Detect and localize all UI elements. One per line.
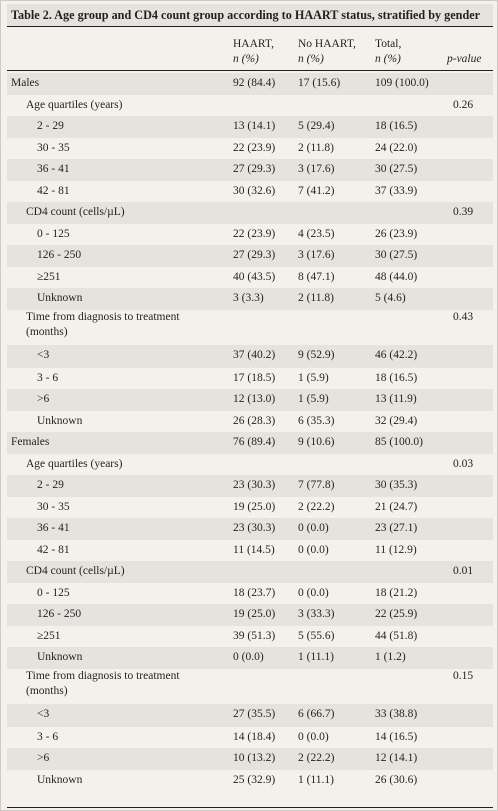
row-label: 3 - 6 xyxy=(37,371,59,384)
header-haart xyxy=(233,37,274,67)
cell-total: 12 (14.1) xyxy=(375,752,418,764)
row-label: 30 - 35 xyxy=(37,500,70,513)
cell-haart: 14 (18.4) xyxy=(233,730,276,743)
header-no-haart-line2: n (%) xyxy=(298,53,324,65)
cell-haart: 92 (84.4) xyxy=(233,77,276,89)
cell-haart: 27 (29.3) xyxy=(233,163,276,175)
cell-no-haart: 0 (0.0) xyxy=(298,522,329,534)
table-row xyxy=(7,604,493,626)
row-label: 42 - 81 xyxy=(37,184,70,197)
cell-total: 18 (21.2) xyxy=(375,586,418,599)
table-row xyxy=(7,748,493,770)
cell-haart: 25 (32.9) xyxy=(233,773,276,786)
table-row xyxy=(7,583,493,605)
cell-no-haart: 9 (10.6) xyxy=(298,436,335,448)
cell-haart: 40 (43.5) xyxy=(233,270,276,283)
cell-p-value: 0.01 xyxy=(453,565,474,577)
header-total-line2: n (%) xyxy=(375,53,401,65)
table-row xyxy=(7,224,493,246)
row-label: Unknown xyxy=(37,414,83,427)
cell-total: 18 (16.5) xyxy=(375,371,418,384)
row-label: CD4 count (cells/µL) xyxy=(26,206,125,218)
table-row xyxy=(7,770,493,792)
header-no-haart xyxy=(298,37,356,67)
cell-no-haart: 5 (29.4) xyxy=(298,120,335,132)
table-row xyxy=(7,626,493,648)
cell-total: 46 (42.2) xyxy=(375,348,418,361)
table-row xyxy=(7,669,493,704)
row-label: Time from diagnosis to treatment (months) xyxy=(26,669,180,697)
row-label: 30 - 35 xyxy=(37,141,70,154)
row-label: ≥251 xyxy=(37,629,61,642)
row-label: >6 xyxy=(37,393,50,405)
row-label: <3 xyxy=(37,707,50,720)
header-no-haart-line1: No HAART, xyxy=(298,38,356,50)
row-label: 2 - 29 xyxy=(37,120,64,132)
row-label: Unknown xyxy=(37,651,83,663)
cell-total: 23 (27.1) xyxy=(375,522,418,534)
cell-total: 109 (100.0) xyxy=(375,77,429,89)
row-label: 42 - 81 xyxy=(37,543,70,556)
cell-no-haart: 0 (0.0) xyxy=(298,586,329,599)
table-row xyxy=(7,475,493,497)
header-haart-line1: HAART, xyxy=(233,38,274,50)
cell-haart: 76 (89.4) xyxy=(233,436,276,448)
table-title: Table 2. Age group and CD4 count group according to HAART status, stratified by gender xyxy=(7,4,493,27)
cell-no-haart: 9 (52.9) xyxy=(298,348,335,361)
row-label: <3 xyxy=(37,348,50,361)
cell-total: 24 (22.0) xyxy=(375,141,418,154)
row-label: 36 - 41 xyxy=(37,522,70,534)
row-label: Time from diagnosis to treatment (months) xyxy=(26,310,180,338)
table-row xyxy=(7,116,493,138)
row-label: 2 - 29 xyxy=(37,479,64,491)
table-row xyxy=(7,73,493,95)
header-total xyxy=(375,37,401,67)
table-row xyxy=(7,310,493,345)
cell-no-haart: 3 (33.3) xyxy=(298,608,335,620)
cell-p-value: 0.39 xyxy=(453,206,474,218)
cell-total: 33 (38.8) xyxy=(375,707,418,720)
row-label: >6 xyxy=(37,752,50,764)
header-total-line1: Total, xyxy=(375,38,402,50)
row-label: 3 - 6 xyxy=(37,730,59,743)
row-label: ≥251 xyxy=(37,270,61,283)
cell-total: 30 (27.5) xyxy=(375,163,418,175)
table-row xyxy=(7,345,493,368)
cell-total: 11 (12.9) xyxy=(375,543,417,556)
table-row xyxy=(7,245,493,267)
table-row xyxy=(7,727,493,749)
table-row xyxy=(7,138,493,160)
table-row xyxy=(7,540,493,562)
cell-no-haart: 2 (11.8) xyxy=(298,141,334,154)
cell-haart: 26 (28.3) xyxy=(233,414,276,427)
header-haart-line2: n (%) xyxy=(233,53,259,65)
cell-total: 21 (24.7) xyxy=(375,500,418,513)
row-label: 0 - 125 xyxy=(37,227,70,240)
cell-haart: 0 (0.0) xyxy=(233,651,264,663)
header-rule xyxy=(7,70,493,71)
row-label: 0 - 125 xyxy=(37,586,70,599)
table-row xyxy=(7,389,493,411)
cell-no-haart: 17 (15.6) xyxy=(298,77,341,89)
cell-no-haart: 2 (11.8) xyxy=(298,292,334,304)
table-row xyxy=(7,368,493,390)
table-row xyxy=(7,647,493,669)
cell-haart: 3 (3.3) xyxy=(233,292,264,304)
cell-no-haart: 2 (22.2) xyxy=(298,500,335,513)
cell-no-haart: 1 (5.9) xyxy=(298,393,329,405)
cell-haart: 11 (14.5) xyxy=(233,543,275,556)
table-row xyxy=(7,561,493,583)
cell-total: 85 (100.0) xyxy=(375,436,423,448)
cell-total: 30 (27.5) xyxy=(375,249,418,261)
cell-p-value: 0.26 xyxy=(453,98,474,111)
row-label: Unknown xyxy=(37,773,83,786)
cell-no-haart: 6 (66.7) xyxy=(298,707,335,720)
row-label: 126 - 250 xyxy=(37,608,82,620)
cell-no-haart: 0 (0.0) xyxy=(298,543,329,556)
table-row xyxy=(7,181,493,203)
cell-no-haart: 7 (41.2) xyxy=(298,184,335,197)
cell-total: 32 (29.4) xyxy=(375,414,418,427)
table-row xyxy=(7,704,493,727)
cell-total: 30 (35.3) xyxy=(375,479,418,491)
cell-no-haart: 6 (35.3) xyxy=(298,414,335,427)
row-label: Males xyxy=(11,77,40,89)
cell-no-haart: 1 (11.1) xyxy=(298,651,334,663)
cell-total: 13 (11.9) xyxy=(375,393,417,405)
cell-haart: 30 (32.6) xyxy=(233,184,276,197)
cell-no-haart: 1 (11.1) xyxy=(298,773,334,786)
cell-no-haart: 3 (17.6) xyxy=(298,163,335,175)
cell-haart: 10 (13.2) xyxy=(233,752,276,764)
cell-total: 26 (23.9) xyxy=(375,227,418,240)
cell-haart: 27 (29.3) xyxy=(233,249,276,261)
cell-no-haart: 0 (0.0) xyxy=(298,730,329,743)
row-label: CD4 count (cells/µL) xyxy=(26,565,125,577)
table-row xyxy=(7,497,493,519)
cell-haart: 18 (23.7) xyxy=(233,586,276,599)
cell-total: 1 (1.2) xyxy=(375,651,406,663)
table-row xyxy=(7,202,493,224)
cell-haart: 37 (40.2) xyxy=(233,348,276,361)
cell-total: 26 (30.6) xyxy=(375,773,418,786)
cell-total: 18 (16.5) xyxy=(375,120,418,132)
cell-haart: 39 (51.3) xyxy=(233,629,276,642)
table-row xyxy=(7,159,493,181)
table-row xyxy=(7,432,493,454)
row-label: 126 - 250 xyxy=(37,249,82,261)
row-label: Females xyxy=(11,436,50,448)
row-label: Age quartiles (years) xyxy=(26,457,123,470)
cell-total: 5 (4.6) xyxy=(375,292,406,304)
bottom-rule xyxy=(7,807,493,808)
cell-p-value: 0.43 xyxy=(453,310,474,323)
table-row xyxy=(7,95,493,117)
cell-no-haart: 7 (77.8) xyxy=(298,479,335,491)
cell-haart: 19 (25.0) xyxy=(233,500,276,513)
header-p-value-label: p-value xyxy=(447,53,482,65)
cell-haart: 23 (30.3) xyxy=(233,479,276,491)
cell-total: 22 (25.9) xyxy=(375,608,418,620)
table-row xyxy=(7,454,493,476)
table-row xyxy=(7,288,493,310)
cell-haart: 19 (25.0) xyxy=(233,608,276,620)
cell-no-haart: 1 (5.9) xyxy=(298,371,329,384)
row-label: Unknown xyxy=(37,292,83,304)
cell-total: 44 (51.8) xyxy=(375,629,418,642)
header-p-value xyxy=(447,52,481,67)
cell-total: 48 (44.0) xyxy=(375,270,418,283)
cell-haart: 23 (30.3) xyxy=(233,522,276,534)
table-row xyxy=(7,267,493,289)
row-label: Age quartiles (years) xyxy=(26,98,123,111)
cell-haart: 22 (23.9) xyxy=(233,141,276,154)
table-row xyxy=(7,411,493,433)
table-row xyxy=(7,518,493,540)
cell-total: 37 (33.9) xyxy=(375,184,418,197)
cell-haart: 27 (35.5) xyxy=(233,707,276,720)
cell-no-haart: 2 (22.2) xyxy=(298,752,335,764)
cell-no-haart: 8 (47.1) xyxy=(298,270,335,283)
cell-total: 14 (16.5) xyxy=(375,730,418,743)
cell-no-haart: 4 (23.5) xyxy=(298,227,335,240)
cell-haart: 22 (23.9) xyxy=(233,227,276,240)
cell-p-value: 0.03 xyxy=(453,457,474,470)
cell-haart: 12 (13.0) xyxy=(233,393,276,405)
row-label: 36 - 41 xyxy=(37,163,70,175)
cell-no-haart: 3 (17.6) xyxy=(298,249,335,261)
cell-haart: 13 (14.1) xyxy=(233,120,276,132)
cell-haart: 17 (18.5) xyxy=(233,371,276,384)
cell-no-haart: 5 (55.6) xyxy=(298,629,335,642)
cell-p-value: 0.15 xyxy=(453,669,474,682)
